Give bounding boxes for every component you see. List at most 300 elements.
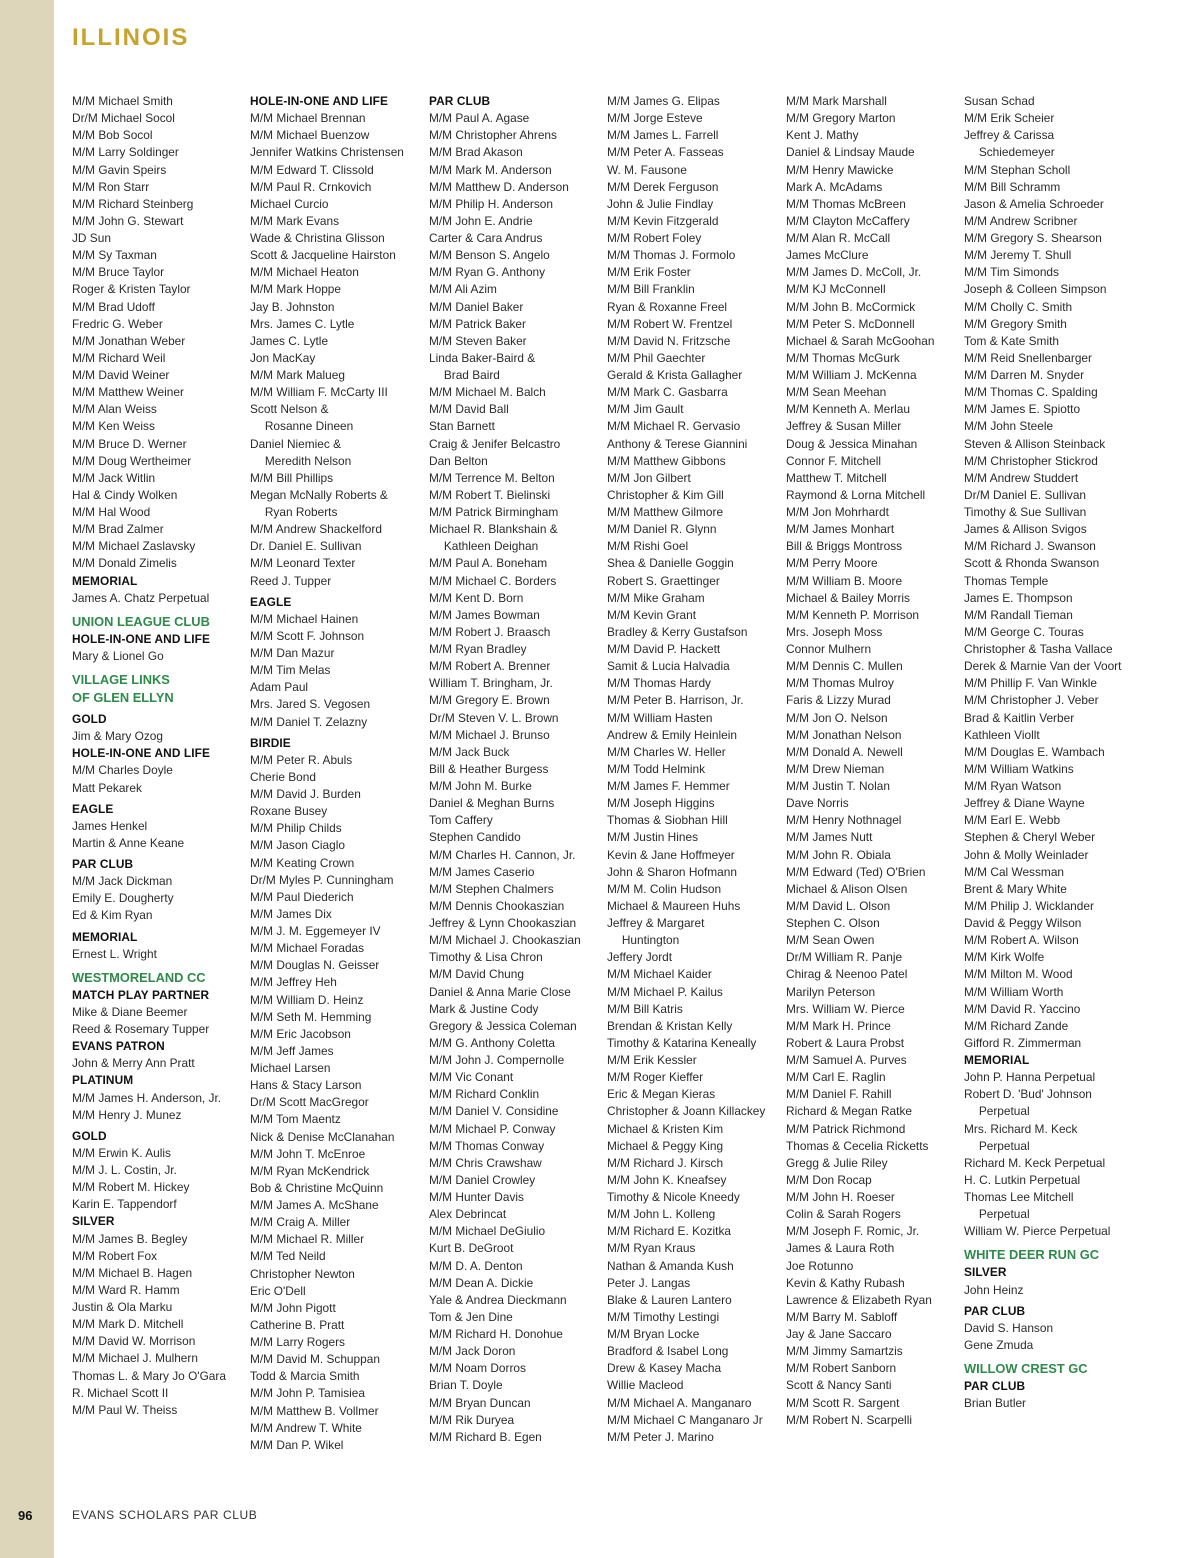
donor-name: M/M Michael P. Kailus <box>607 984 723 999</box>
donor-name: M/M Edward T. Clissold <box>250 162 374 177</box>
donor-name: Raymond & Lorna Mitchell <box>786 487 926 502</box>
donor-name: M/M Ryan McKendrick <box>250 1163 370 1178</box>
donor-name: M/M Richard Zande <box>964 1018 1069 1033</box>
donor-name: Jeffrey & Lynn Chookaszian <box>429 916 577 930</box>
donor-name: M/M Jimmy Samartzis <box>786 1344 903 1359</box>
donor-name: M/M Henry Mawicke <box>786 162 894 177</box>
donor-name: M/M Erwin K. Aulis <box>72 1145 171 1160</box>
club-name-heading: UNION LEAGUE CLUB <box>72 613 210 629</box>
donor-name: Brian Butler <box>964 1396 1027 1411</box>
donor-name: Michael R. Blankshain & <box>429 522 558 537</box>
donor-name: M/M James Monhart <box>786 522 895 537</box>
donor-name: Brendan & Kristan Kelly <box>607 1018 733 1033</box>
donor-name: M/M Paul Diederich <box>250 889 354 904</box>
donor-name: Blake & Lauren Lantero <box>607 1292 732 1307</box>
donor-name: John & Merry Ann Pratt <box>72 1056 195 1071</box>
donor-name: M/M William F. McCarty III <box>250 385 388 400</box>
donor-name: M/M Christopher Ahrens <box>429 128 557 143</box>
donor-name: Catherine B. Pratt <box>250 1317 345 1332</box>
donor-name: Gregg & Julie Riley <box>786 1155 888 1170</box>
donor-name: Dan Belton <box>429 453 488 468</box>
donor-name: M/M Philip H. Anderson <box>429 196 554 211</box>
donor-name: Eric O'Dell <box>250 1283 306 1298</box>
giving-level-heading: EAGLE <box>72 801 114 816</box>
donor-name: Colin & Sarah Rogers <box>786 1207 901 1222</box>
donor-name: M/M Thomas Mulroy <box>786 676 894 691</box>
donor-name: John & Molly Weinlader <box>964 847 1089 862</box>
donor-name: M/M Cholly C. Smith <box>964 299 1073 314</box>
donor-name: Gifford R. Zimmerman <box>964 1035 1082 1050</box>
donor-name: M/M Rik Duryea <box>429 1412 515 1427</box>
donor-name: M/M Kevin Grant <box>607 607 697 622</box>
donor-name: Brad & Kaitlin Verber <box>964 710 1075 725</box>
donor-name: Karin E. Tappendorf <box>72 1197 177 1212</box>
donor-name: Ryan & Roxanne Freel <box>607 299 728 314</box>
donor-name: David & Peggy Wilson <box>964 916 1082 930</box>
donor-name: M/M Gregory E. Brown <box>429 693 550 708</box>
donor-name: M/M M. Colin Hudson <box>607 881 722 896</box>
donor-name: R. Michael Scott II <box>72 1385 169 1400</box>
donor-name: Willie Macleod <box>607 1378 684 1393</box>
donor-name-continued: Schiedemeyer <box>978 145 1055 160</box>
donor-name: M/M Thomas Conway <box>429 1138 545 1153</box>
donor-name: M/M Bill Schramm <box>964 179 1061 194</box>
donor-name: M/M Daniel Crowley <box>429 1172 536 1187</box>
donor-name: John Heinz <box>964 1282 1024 1297</box>
donor-name: M/M John E. Andrie <box>429 213 533 228</box>
donor-name: M/M Richard Weil <box>72 350 166 365</box>
donor-name: Mrs. Joseph Moss <box>786 624 883 639</box>
giving-level-heading: PAR CLUB <box>964 1303 1026 1318</box>
giving-level-heading: EAGLE <box>250 594 292 609</box>
donor-name: M/M Joseph F. Romic, Jr. <box>786 1224 920 1239</box>
giving-level-heading: HOLE-IN-ONE AND LIFE <box>72 631 211 646</box>
donor-name: M/M Paul A. Boneham <box>429 556 548 571</box>
donor-name: M/M Michael Buenzow <box>250 128 370 143</box>
donor-name: Christopher & Joann Killackey <box>607 1104 766 1119</box>
donor-name: M/M Paul W. Theiss <box>72 1402 178 1417</box>
donor-name: Kevin & Kathy Rubash <box>786 1275 905 1290</box>
donor-name: Tom & Jen Dine <box>429 1309 513 1324</box>
donor-name: M/M Robert J. Braasch <box>429 624 551 639</box>
donor-name: Matthew T. Mitchell <box>786 470 887 485</box>
donor-name: Martin & Anne Keane <box>72 835 185 850</box>
donor-name: M/M Steven Baker <box>429 333 527 348</box>
donor-name: Jeffrey & Diane Wayne <box>964 796 1085 811</box>
donor-name-continued: Perpetual <box>978 1104 1030 1119</box>
donor-name: M/M John R. Obiala <box>786 847 891 862</box>
donor-name-continued: Rosanne Dineen <box>264 419 354 434</box>
donor-name: M/M KJ McConnell <box>786 282 886 297</box>
donor-name: Mrs. James C. Lytle <box>250 316 355 331</box>
donor-name: M/M Henry Nothnagel <box>786 813 902 828</box>
donor-name: M/M Barry M. Sabloff <box>786 1309 898 1324</box>
donor-name: Daniel & Anna Marie Close <box>429 984 571 999</box>
donor-name: M/M Derek Ferguson <box>607 179 719 194</box>
donor-name: M/M James Caserio <box>429 864 535 879</box>
donor-name: M/M Kenneth P. Morrison <box>786 607 920 622</box>
donor-name: M/M Sean Meehan <box>786 385 887 400</box>
donor-name: M/M Michael Zaslavsky <box>72 539 196 554</box>
donor-name: M/M Phil Gaechter <box>607 350 706 365</box>
donor-name: M/M Hal Wood <box>72 505 151 519</box>
donor-name-continued: Huntington <box>621 933 680 948</box>
donor-name: M/M Vic Conant <box>429 1070 514 1085</box>
donor-name: Kurt B. DeGroot <box>429 1241 514 1256</box>
donor-name: Matt Pekarek <box>72 780 142 795</box>
club-name-heading: WILLOW CREST GC <box>964 1361 1088 1376</box>
donor-name: M/M Donald A. Newell <box>786 744 903 759</box>
donor-name: Stephen & Cheryl Weber <box>964 830 1096 845</box>
donor-name: Derek & Marnie Van der Voort <box>964 659 1122 674</box>
donor-name: Dr/M William R. Panje <box>786 950 903 965</box>
donor-name: Reed J. Tupper <box>250 573 332 588</box>
donor-name: M/M Mark D. Mitchell <box>72 1317 184 1332</box>
donor-name: M/M Robert Fox <box>72 1248 158 1263</box>
donor-name: M/M David P. Hackett <box>607 642 721 656</box>
donor-name: M/M Richard Steinberg <box>72 196 194 211</box>
donor-name: M/M James H. Anderson, Jr. <box>72 1090 222 1105</box>
donor-name: M/M Kevin Fitzgerald <box>607 213 719 228</box>
donor-name: M/M Ward R. Hamm <box>72 1282 180 1297</box>
donor-name: Scott Nelson & <box>250 402 329 417</box>
donor-name: M/M John T. McEnroe <box>250 1146 366 1161</box>
donor-name: M/M Richard Conklin <box>429 1087 540 1102</box>
club-name-heading: VILLAGE LINKS <box>72 672 170 687</box>
donor-name: Linda Baker-Baird & <box>429 350 536 365</box>
donor-name: Michael & Alison Olsen <box>786 881 908 896</box>
donor-name: M/M David Weiner <box>72 368 170 382</box>
donor-name: M/M Michael B. Hagen <box>72 1265 193 1280</box>
donor-name: M/M Michael J. Brunso <box>429 727 550 742</box>
donor-name: Roger & Kristen Taylor <box>72 282 191 297</box>
giving-level-heading: HOLE-IN-ONE AND LIFE <box>72 746 211 761</box>
donor-name: M/M William Worth <box>964 984 1064 999</box>
donor-name: M/M Hunter Davis <box>429 1190 524 1204</box>
donor-name: M/M Richard J. Swanson <box>964 539 1096 554</box>
donor-name: Ernest L. Wright <box>72 946 157 961</box>
donor-name: M/M Don Rocap <box>786 1172 872 1187</box>
donor-name: M/M Cal Wessman <box>964 864 1065 879</box>
donor-name: M/M Erik Scheier <box>964 111 1055 126</box>
donor-name: M/M Gregory S. Shearson <box>964 231 1102 245</box>
donor-name: Daniel & Meghan Burns <box>429 796 555 811</box>
donor-name: M/M Ryan Kraus <box>607 1241 696 1256</box>
donor-column-4 <box>607 93 783 1446</box>
giving-level-heading: GOLD <box>72 1128 107 1143</box>
giving-level-heading: PLATINUM <box>72 1073 134 1088</box>
donor-name: M/M Philip J. Wicklander <box>964 898 1094 913</box>
donor-name: William W. Pierce Perpetual <box>964 1224 1111 1239</box>
donor-name: M/M Donald Zimelis <box>72 556 177 571</box>
donor-name: Bradley & Kerry Gustafson <box>607 624 748 639</box>
donor-name: Carter & Cara Andrus <box>429 231 543 245</box>
donor-name: M/M Kenneth A. Merlau <box>786 402 911 417</box>
donor-name: M/M James Bowman <box>429 607 540 622</box>
donor-name: M/M Chris Crawshaw <box>429 1155 542 1170</box>
giving-level-heading: MEMORIAL <box>964 1053 1030 1067</box>
giving-level-heading: GOLD <box>72 712 107 726</box>
donor-name: M/M Rishi Goel <box>607 539 689 554</box>
donor-name-continued: Brad Baird <box>443 368 500 382</box>
donor-name: M/M Mark H. Prince <box>786 1018 891 1033</box>
donor-name: M/M Richard B. Egen <box>429 1429 542 1444</box>
donor-name-continued: Perpetual <box>978 1207 1030 1222</box>
donor-name: M/M Matthew Weiner <box>72 385 184 400</box>
donor-name: M/M Daniel F. Rahill <box>786 1087 892 1102</box>
donor-name: M/M Daniel R. Glynn <box>607 522 717 537</box>
donor-name: Dr. Daniel E. Sullivan <box>250 539 362 554</box>
donor-name: M/M Michael DeGiulio <box>429 1224 546 1239</box>
donor-name: M/M Erik Kessler <box>607 1053 697 1067</box>
donor-name: Marilyn Peterson <box>786 984 876 999</box>
donor-name: M/M John M. Burke <box>429 779 532 793</box>
donor-name: M/M Douglas N. Geisser <box>250 958 380 973</box>
donor-name: M/M Thomas J. Formolo <box>607 248 736 263</box>
donor-name: Kent J. Mathy <box>786 128 859 143</box>
donor-name: M/M Matthew Gilmore <box>607 505 724 519</box>
donor-name: M/M Michael M. Balch <box>429 385 546 400</box>
giving-level-heading: PAR CLUB <box>964 1379 1026 1393</box>
donor-name: M/M David R. Yaccino <box>964 1001 1081 1016</box>
donor-name: Thomas Temple <box>964 573 1049 588</box>
donor-name: M/M Ted Neild <box>250 1249 326 1264</box>
donor-name: Craig & Jenifer Belcastro <box>429 436 561 451</box>
donor-name: M/M Peter J. Marino <box>607 1429 714 1444</box>
donor-name: M/M Mark Marshall <box>786 94 887 108</box>
donor-name: Steven & Allison Steinback <box>964 436 1106 451</box>
donor-name: M/M Henry J. Munez <box>72 1107 182 1122</box>
donor-name: M/M John Steele <box>964 419 1054 434</box>
donor-name: Nathan & Amanda Kush <box>607 1258 734 1273</box>
club-name-heading: WHITE DEER RUN GC <box>964 1247 1099 1263</box>
donor-name: M/M Michael Hainen <box>250 611 359 626</box>
donor-column-3 <box>429 93 605 1446</box>
donor-name: Michael Larsen <box>250 1061 331 1075</box>
donor-name: M/M Brad Zalmer <box>72 522 164 537</box>
donor-name: M/M Patrick Birmingham <box>429 505 559 519</box>
donor-name: Dr/M Daniel E. Sullivan <box>964 487 1087 502</box>
donor-name: M/M James Dix <box>250 906 332 921</box>
donor-name: Thomas & Cecelia Ricketts <box>786 1138 929 1153</box>
donor-name: M/M Jack Dickman <box>72 874 173 889</box>
donor-name: M/M Justin Hines <box>607 830 699 845</box>
donor-name: M/M Randall Tieman <box>964 607 1073 622</box>
donor-name: M/M John B. McCormick <box>786 299 916 314</box>
donor-name: M/M Jonathan Weber <box>72 333 186 348</box>
donor-name: M/M Matthew D. Anderson <box>429 179 569 194</box>
donor-name: Scott & Jacqueline Hairston <box>250 248 396 263</box>
donor-name: M/M Robert W. Frentzel <box>607 316 733 331</box>
donor-name: Dave Norris <box>786 796 849 811</box>
donor-name: Andrew & Emily Heinlein <box>607 727 737 742</box>
donor-name: M/M Reid Snellenbarger <box>964 350 1092 365</box>
donor-name: Alex Debrincat <box>429 1207 507 1222</box>
donor-name: M/M Robert Sanborn <box>786 1361 897 1376</box>
donor-name: M/M Erik Foster <box>607 265 691 280</box>
donor-name: Daniel & Lindsay Maude <box>786 145 915 160</box>
donor-name: Adam Paul <box>250 680 309 695</box>
donor-name: Jeffrey & Carissa <box>964 128 1055 143</box>
donor-name: M/M Tom Maentz <box>250 1112 341 1127</box>
donor-name: Timothy & Nicole Kneedy <box>607 1190 740 1204</box>
donor-name: M/M James D. McColl, Jr. <box>786 265 922 280</box>
donor-name: Anthony & Terese Giannini <box>607 436 748 451</box>
donor-name: Thomas & Siobhan Hill <box>607 813 728 828</box>
donor-name-continued: Meredith Nelson <box>264 453 352 468</box>
donor-name: Scott & Rhonda Swanson <box>964 556 1100 571</box>
donor-name: M/M Mark Hoppe <box>250 282 342 297</box>
donor-name: Stan Barnett <box>429 419 495 434</box>
donor-name: Timothy & Katarina Keneally <box>607 1035 757 1050</box>
donor-name: Christopher & Tasha Vallace <box>964 642 1113 656</box>
donor-name: M/M Phillip F. Van Winkle <box>964 676 1098 691</box>
donor-name: James & Allison Svigos <box>964 522 1087 537</box>
donor-name: M/M David L. Olson <box>786 898 891 913</box>
donor-name: M/M William B. Moore <box>786 573 903 588</box>
donor-name: M/M John H. Roeser <box>786 1190 895 1204</box>
donor-name: Shea & Danielle Goggin <box>607 556 734 571</box>
donor-name: M/M Terrence M. Belton <box>429 470 555 485</box>
donor-name: M/M David M. Schuppan <box>250 1352 380 1367</box>
donor-name: Thomas Lee Mitchell <box>964 1190 1074 1204</box>
donor-name: Wade & Christina Glisson <box>250 231 385 245</box>
donor-name: Robert S. Graettinger <box>607 573 720 588</box>
donor-name: M/M George C. Touras <box>964 624 1084 639</box>
donor-name: Michael & Peggy King <box>607 1138 724 1153</box>
donor-name: M/M Clayton McCaffery <box>786 213 910 228</box>
donor-name: M/M Larry Rogers <box>250 1335 345 1349</box>
donor-name: M/M Gregory Marton <box>786 111 896 126</box>
donor-name: M/M Daniel T. Zelazny <box>250 714 368 729</box>
donor-name-continued: Perpetual <box>978 1138 1030 1153</box>
donor-name: John & Sharon Hofmann <box>607 864 737 879</box>
donor-name: M/M Michael R. Gervasio <box>607 419 741 434</box>
donor-name: Jennifer Watkins Christensen <box>250 145 404 160</box>
donor-name: M/M Craig A. Miller <box>250 1215 351 1230</box>
donor-name: Mark A. McAdams <box>786 179 883 194</box>
donor-name: M/M David J. Burden <box>250 787 361 801</box>
donor-name: M/M Stephan Scholl <box>964 162 1071 177</box>
donor-name: Michael & Maureen Huhs <box>607 898 741 913</box>
donor-name: M/M Dan P. Wikel <box>250 1437 344 1452</box>
donor-name: M/M Edward (Ted) O'Brien <box>786 864 926 879</box>
donor-name: M/M J. L. Costin, Jr. <box>72 1163 177 1177</box>
donor-name: M/M John L. Kolleng <box>607 1207 716 1222</box>
donor-name: M/M Michael Heaton <box>250 265 359 280</box>
donor-name: M/M Bruce Taylor <box>72 265 165 280</box>
donor-name: M/M Gregory Smith <box>964 316 1067 331</box>
giving-level-heading: PAR CLUB <box>72 857 134 871</box>
donor-name: Ed & Kim Ryan <box>72 908 153 923</box>
donor-name: M/M Christopher J. Veber <box>964 693 1099 708</box>
donor-name: Joe Rotunno <box>786 1258 854 1273</box>
donor-name: Jeffery Jordt <box>607 950 673 965</box>
donor-name: M/M Michael C Manganaro Jr <box>607 1412 763 1427</box>
donor-name: M/M Jon O. Nelson <box>786 710 888 725</box>
donor-name: Tom & Kate Smith <box>964 333 1059 348</box>
donor-name: M/M Bryan Duncan <box>429 1395 531 1410</box>
donor-name: Drew & Kasey Macha <box>607 1361 722 1376</box>
donor-name: Michael & Sarah McGoohan <box>786 333 935 348</box>
donor-name: Mrs. Richard M. Keck <box>964 1121 1078 1136</box>
donor-name: Robert D. 'Bud' Johnson <box>964 1087 1092 1102</box>
donor-name: M/M Richard J. Kirsch <box>607 1155 724 1170</box>
donor-name: M/M Todd Helmink <box>607 761 706 776</box>
donor-name: M/M Jorge Esteve <box>607 111 703 126</box>
donor-name: Hans & Stacy Larson <box>250 1078 362 1093</box>
donor-name: M/M Milton M. Wood <box>964 967 1073 982</box>
donor-name: M/M Daniel Baker <box>429 299 524 314</box>
giving-level-heading: PAR CLUB <box>429 94 491 108</box>
donor-name: Megan McNally Roberts & <box>250 487 388 502</box>
donor-name: M/M David N. Fritzsche <box>607 333 731 348</box>
donor-name: M/M Andrew T. White <box>250 1420 362 1435</box>
donor-name: M/M Kent D. Born <box>429 590 524 605</box>
donor-name: Kathleen Viollt <box>964 727 1040 742</box>
donor-name: M/M David W. Morrison <box>72 1334 196 1349</box>
donor-name: Mrs. William W. Pierce <box>786 1001 905 1016</box>
donor-name: M/M Noam Dorros <box>429 1361 526 1376</box>
donor-name: M/M James B. Begley <box>72 1231 188 1246</box>
donor-name-continued: Ryan Roberts <box>264 505 338 519</box>
donor-name: M/M Jeffrey Heh <box>250 975 337 990</box>
club-name-heading: OF GLEN ELLYN <box>72 690 174 705</box>
donor-name: M/M Jack Buck <box>429 744 510 759</box>
donor-name: Jon MacKay <box>250 350 316 365</box>
donor-name: M/M David Chung <box>429 967 524 982</box>
donor-name: Stephen Candido <box>429 830 521 845</box>
donor-name: Timothy & Sue Sullivan <box>964 505 1087 519</box>
donor-name: James A. Chatz Perpetual <box>72 590 210 605</box>
donor-name: Michael & Bailey Morris <box>786 590 910 605</box>
donor-name: M/M John K. Kneafsey <box>607 1172 727 1187</box>
donor-name: M/M Bill Phillips <box>250 470 334 485</box>
donor-name: Connor F. Mitchell <box>786 453 881 468</box>
page-number: 96 <box>18 1508 33 1523</box>
donor-column-1 <box>72 93 248 1419</box>
donor-name: Jeffrey & Susan Miller <box>786 419 902 434</box>
donor-name: Stephen C. Olson <box>786 916 880 930</box>
donor-name: M/M Timothy Lestingi <box>607 1309 720 1324</box>
donor-column-2 <box>250 93 426 1454</box>
donor-name: M/M Thomas McBreen <box>786 196 906 211</box>
donor-name: M/M William Watkins <box>964 761 1074 776</box>
donor-name: Hal & Cindy Wolken <box>72 487 178 502</box>
donor-name: Gerald & Krista Gallagher <box>607 368 743 382</box>
donor-name: Faris & Lizzy Murad <box>786 693 891 708</box>
donor-name: M/M Dan Mazur <box>250 646 335 660</box>
donor-name: M/M Mark Evans <box>250 213 340 228</box>
donor-name: M/M Ali Azim <box>429 282 497 297</box>
donor-column-5 <box>786 93 962 1429</box>
footer-publication-title: EVANS SCHOLARS PAR CLUB <box>72 1508 258 1522</box>
donor-name: M/M Dennis C. Mullen <box>786 659 903 674</box>
donor-name: Bradford & Isabel Long <box>607 1344 729 1359</box>
donor-name: M/M Robert M. Hickey <box>72 1180 190 1195</box>
donor-name: Gregory & Jessica Coleman <box>429 1018 577 1033</box>
giving-level-heading: MEMORIAL <box>72 929 138 944</box>
donor-name: Nick & Denise McClanahan <box>250 1129 395 1144</box>
donor-name: M/M Charles Doyle <box>72 763 173 778</box>
donor-name: M/M Eric Jacobson <box>250 1026 351 1041</box>
donor-name: Kevin & Jane Hoffmeyer <box>607 847 735 862</box>
donor-name: M/M Christopher Stickrod <box>964 453 1098 468</box>
donor-name: M/M Dean A. Dickie <box>429 1275 534 1290</box>
donor-name: M/M Robert A. Brenner <box>429 659 551 674</box>
donor-name: Scott & Nancy Santi <box>786 1378 892 1393</box>
donor-name: M/M Brad Akason <box>429 145 523 160</box>
